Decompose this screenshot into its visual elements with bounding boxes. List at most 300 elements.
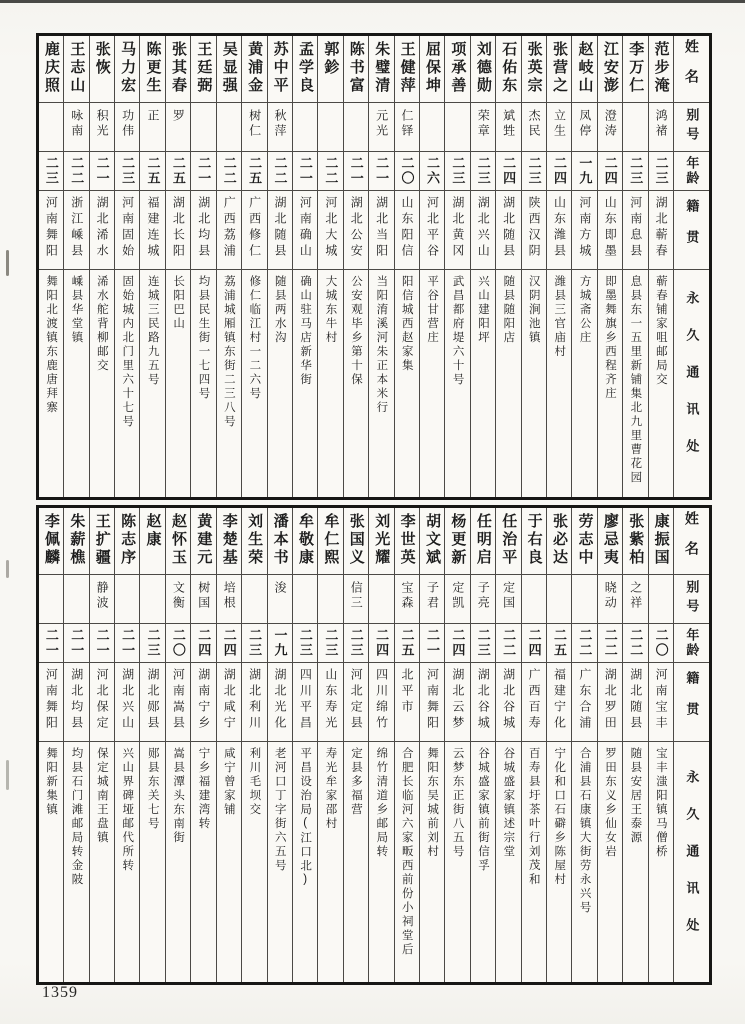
person-age: 二二 [64,152,88,191]
person-origin: 湖南宁乡 [191,663,215,742]
person-origin: 河南固始 [115,191,139,270]
person-origin: 广西百寿 [522,663,546,742]
person-address: 定县多福营 [349,747,362,817]
person-name: 张必达 [547,508,571,575]
person-age: 二一 [293,152,317,191]
person-origin: 湖北当阳 [369,191,393,270]
person-address: 当阳淯溪河朱正本米行 [375,275,388,415]
person-name: 王扩疆 [90,508,114,575]
person-column [420,36,445,497]
person-alias: 仁铎 [395,103,419,152]
person-name: 屈保坤 [420,36,444,103]
person-origin: 河南确山 [293,191,317,270]
person-alias [445,103,469,152]
person-address: 云梦东正街八五号 [451,747,464,859]
person-name: 刘德勋 [471,36,495,103]
person-address: 连城三民路九五号 [146,275,159,387]
person-address: 舞阳新集镇 [45,747,58,817]
person-column [496,36,521,497]
header-alias: 别号 [674,575,709,624]
person-column [191,36,216,497]
person-alias [64,575,88,624]
person-column [395,508,420,982]
person-origin: 陕西汉阴 [522,191,546,270]
person-address: 潍县三官庙村 [553,275,566,359]
person-origin: 河南方城 [572,191,596,270]
person-column [90,508,115,982]
person-address: 随县两水沟 [273,275,286,345]
person-origin: 河南宝丰 [649,663,673,742]
person-age: 二三 [445,152,469,191]
person-column [623,36,648,497]
person-origin: 湖北随县 [496,191,520,270]
person-age: 二三 [293,624,317,663]
person-column [64,36,89,497]
person-name: 石佑东 [496,36,520,103]
person-origin: 湖北兴山 [115,663,139,742]
person-alias: 凤停 [572,103,596,152]
person-column [242,508,267,982]
person-origin: 湖北黄冈 [445,191,469,270]
person-alias [623,103,647,152]
person-age: 二四 [191,624,215,663]
person-name: 于右良 [522,508,546,575]
header-origin: 籍贯 [674,663,709,742]
person-column [344,508,369,982]
person-column [39,36,64,497]
person-origin: 河南舞阳 [420,663,444,742]
person-name: 廖忌夷 [598,508,622,575]
person-address: 随县随阳店 [502,275,515,345]
person-age: 二二 [572,624,596,663]
person-origin: 河北定县 [344,663,368,742]
person-age: 二三 [140,624,164,663]
person-address: 即墨舞旗乡西程齐庄 [604,275,617,401]
person-name: 朱璧清 [369,36,393,103]
person-age: 二〇 [649,624,673,663]
person-address: 合肥长临河六家畈西前份小祠堂后 [400,747,413,957]
page-number: 1359 [42,984,78,1001]
directory-table-top [36,33,712,500]
person-column [649,36,674,497]
person-alias [39,575,63,624]
person-column [90,36,115,497]
person-address: 绵竹清道乡邮局转 [375,747,388,859]
header-address: 永久通讯处 [684,769,700,955]
person-age: 二三 [471,624,495,663]
person-alias [369,575,393,624]
person-name: 陈书富 [344,36,368,103]
person-alias: 立生 [547,103,571,152]
person-name: 赵岐山 [572,36,596,103]
person-name: 杨更新 [445,508,469,575]
person-column [140,508,165,982]
person-alias: 罗 [166,103,190,152]
person-name: 张其春 [166,36,190,103]
person-origin: 湖北云梦 [445,663,469,742]
person-origin: 湖北光化 [268,663,292,742]
person-age: 二〇 [395,152,419,191]
person-address: 嵊县华堂镇 [70,275,83,345]
person-alias [217,103,241,152]
person-age: 二五 [547,624,571,663]
person-age: 二三 [115,152,139,191]
person-name: 张恢 [90,36,114,103]
scan-artifact [6,560,9,578]
person-origin: 浙江嵊县 [64,191,88,270]
person-alias: 鸿禇 [649,103,673,152]
person-origin: 山东寿光 [318,663,342,742]
person-alias [649,575,673,624]
person-alias: 秋萍 [268,103,292,152]
person-name: 马力宏 [115,36,139,103]
person-column [318,36,343,497]
person-column [369,36,394,497]
person-address: 平谷甘营庄 [426,275,439,345]
person-alias: 功伟 [115,103,139,152]
person-address: 寿光牟家邵村 [324,747,337,831]
person-address: 合浦县石康镇大街劳永兴号 [578,747,591,915]
header-column [674,36,709,497]
person-origin: 北平市 [395,663,419,742]
person-origin: 湖北均县 [64,663,88,742]
person-column [268,36,293,497]
person-address: 舞阳东吴城前刘村 [426,747,439,859]
person-name: 项承善 [445,36,469,103]
person-column [39,508,64,982]
person-column [217,508,242,982]
person-column [217,36,242,497]
scan-edge-line [0,0,745,3]
person-address: 固始城内北门里六十七号 [121,275,134,429]
person-name: 黄建元 [191,508,215,575]
person-origin: 湖北长阳 [166,191,190,270]
person-age: 二一 [90,152,114,191]
header-age: 年龄 [674,624,709,663]
person-column [140,36,165,497]
person-alias: 培根 [217,575,241,624]
person-address: 兴山建阳坪 [476,275,489,345]
person-alias: 浚 [268,575,292,624]
person-address: 阳信城西赵家集 [400,275,413,373]
person-alias [522,575,546,624]
person-column [318,508,343,982]
person-column [191,508,216,982]
person-age: 二三 [522,152,546,191]
person-address: 舞阳北渡镇东鹿唐拜寨 [45,275,58,415]
person-column [572,36,597,497]
person-origin: 河北保定 [90,663,114,742]
person-origin: 湖北蕲春 [649,191,673,270]
person-address: 嵩县潭头东南街 [172,747,185,845]
person-alias: 元光 [369,103,393,152]
person-age: 二三 [242,624,266,663]
person-address: 罗田东义乡仙女岩 [604,747,617,859]
person-name: 任明启 [471,508,495,575]
person-age: 一九 [268,624,292,663]
person-address: 谷城盛家镇前街信孚 [476,747,489,873]
person-address: 宁乡福建湾转 [197,747,210,831]
person-alias [140,575,164,624]
person-age: 二五 [166,152,190,191]
person-column [344,36,369,497]
person-alias [318,103,342,152]
person-name: 张紫柏 [623,508,647,575]
person-name: 赵康 [140,508,164,575]
person-alias [293,575,317,624]
person-alias: 之祥 [623,575,647,624]
person-name: 牟敬康 [293,508,317,575]
person-column [522,36,547,497]
person-column [471,508,496,982]
person-address: 公安观毕乡第十保 [349,275,362,387]
person-alias [344,103,368,152]
header-column [674,508,709,982]
person-column [496,508,521,982]
person-column [115,508,140,982]
person-name: 潘本书 [268,508,292,575]
person-alias: 定国 [496,575,520,624]
person-age: 二一 [115,624,139,663]
person-origin: 湖北谷城 [496,663,520,742]
person-origin: 广东合浦 [572,663,596,742]
person-address: 方城斋公庄 [578,275,591,345]
person-name: 李佩麟 [39,508,63,575]
person-name: 张国义 [344,508,368,575]
person-age: 二〇 [166,624,190,663]
person-name: 陈更生 [140,36,164,103]
person-age: 二三 [623,152,647,191]
person-origin: 湖北利川 [242,663,266,742]
person-alias: 咏南 [64,103,88,152]
person-name: 郭鉁 [318,36,342,103]
person-address: 宝丰滍阳镇马僧桥 [654,747,667,859]
person-age: 二二 [217,152,241,191]
person-column [572,508,597,982]
person-origin: 广西修仁 [242,191,266,270]
person-alias [318,575,342,624]
person-origin: 河北大城 [318,191,342,270]
person-age: 二一 [64,624,88,663]
person-column [547,508,572,982]
person-name: 牟仁熙 [318,508,342,575]
person-column [623,508,648,982]
person-address: 均县民生街一七四号 [197,275,210,401]
person-name: 胡文斌 [420,508,444,575]
person-origin: 湖北咸宁 [217,663,241,742]
person-age: 二五 [395,624,419,663]
person-age: 二六 [420,152,444,191]
person-age: 二一 [191,152,215,191]
person-column [293,36,318,497]
person-column [166,36,191,497]
header-address: 永久通讯处 [684,291,700,476]
person-origin: 河北平谷 [420,191,444,270]
person-column [445,36,470,497]
person-name: 劳志中 [572,508,596,575]
person-name: 王志山 [64,36,88,103]
header-age: 年龄 [674,152,709,191]
person-column [268,508,293,982]
person-column [649,508,674,982]
person-address: 咸宁曾家铺 [222,747,235,817]
person-address: 百寿县圩茶叶行刘茂和 [527,747,540,887]
person-alias [191,103,215,152]
person-alias [242,575,266,624]
scan-artifact [6,250,9,276]
person-age: 二一 [420,624,444,663]
person-name: 李楚基 [217,508,241,575]
person-column [293,508,318,982]
person-name: 朱薪樵 [64,508,88,575]
person-column [471,36,496,497]
person-alias: 晓动 [598,575,622,624]
person-column [395,36,420,497]
person-name: 陈志序 [115,508,139,575]
person-column [64,508,89,982]
person-age: 二三 [318,624,342,663]
header-origin: 籍贯 [674,191,709,270]
person-address: 长阳巴山 [172,275,185,331]
person-address: 平昌设治局(江口北) [299,747,312,888]
person-address: 息县东一五里新铺集北九里曹花园 [629,275,642,485]
person-age: 二四 [522,624,546,663]
person-origin: 湖北兴山 [471,191,495,270]
person-age: 二二 [598,624,622,663]
person-name: 刘生荣 [242,508,266,575]
person-name: 江安澎 [598,36,622,103]
person-column [420,508,445,982]
person-origin: 湖北罗田 [598,663,622,742]
header-name: 姓名 [674,36,709,103]
person-alias: 积光 [90,103,114,152]
person-alias: 树仁 [242,103,266,152]
person-origin: 山东即墨 [598,191,622,270]
person-alias: 信三 [344,575,368,624]
person-address: 武昌都府堤六十号 [451,275,464,387]
person-alias: 澄涛 [598,103,622,152]
person-alias: 子亮 [471,575,495,624]
person-name: 任治平 [496,508,520,575]
person-origin: 山东潍县 [547,191,571,270]
person-address: 宁化和口石礔乡陈屋村 [553,747,566,887]
person-alias [293,103,317,152]
person-column [598,508,623,982]
person-address: 大城东牛村 [324,275,337,345]
person-address: 谷城盛家镇述宗堂 [502,747,515,859]
person-origin: 四川平昌 [293,663,317,742]
person-column [166,508,191,982]
person-name: 吴显强 [217,36,241,103]
person-name: 范步淹 [649,36,673,103]
scan-artifact [6,760,9,790]
person-name: 李万仁 [623,36,647,103]
person-origin: 河南舞阳 [39,191,63,270]
person-age: 二四 [217,624,241,663]
person-age: 二五 [242,152,266,191]
person-alias [547,575,571,624]
person-alias: 斌甡 [496,103,520,152]
person-address: 蕲春铺家咀邮局交 [654,275,667,387]
person-column [522,508,547,982]
person-origin: 湖北随县 [268,191,292,270]
person-address: 汉阴涧池镇 [527,275,540,345]
person-origin: 山东阳信 [395,191,419,270]
person-origin: 湖北谷城 [471,663,495,742]
person-origin: 四川绵竹 [369,663,393,742]
person-origin: 河南舞阳 [39,663,63,742]
person-name: 王健萍 [395,36,419,103]
person-age: 二一 [344,152,368,191]
person-age: 一九 [572,152,596,191]
person-name: 鹿庆照 [39,36,63,103]
person-address: 修仁临江村一二六号 [248,275,261,401]
person-name: 张营之 [547,36,571,103]
person-column [547,36,572,497]
person-age: 二二 [318,152,342,191]
person-age: 二五 [140,152,164,191]
person-address: 郧县东关七号 [146,747,159,831]
person-age: 二四 [598,152,622,191]
person-column [445,508,470,982]
person-age: 二四 [496,152,520,191]
person-address: 确山驻马店新华街 [299,275,312,387]
person-age: 二一 [369,152,393,191]
person-address: 均县石门滩邮局转金陂 [70,747,83,887]
person-alias [420,103,444,152]
person-alias [115,575,139,624]
person-column [242,36,267,497]
person-age: 二一 [90,624,114,663]
person-alias: 静波 [90,575,114,624]
person-origin: 湖北均县 [191,191,215,270]
person-age: 二二 [496,624,520,663]
person-age: 二四 [547,152,571,191]
person-alias [39,103,63,152]
person-age: 二三 [344,624,368,663]
directory-table-bottom [36,505,712,985]
person-address: 荔浦城厢镇东街二三八号 [222,275,235,429]
person-address: 保定城南王盘镇 [95,747,108,845]
person-age: 二三 [39,152,63,191]
person-age: 二二 [268,152,292,191]
header-name: 姓名 [674,508,709,575]
person-origin: 河南嵩县 [166,663,190,742]
person-alias: 定凯 [445,575,469,624]
person-alias: 树国 [191,575,215,624]
person-origin: 湖北随县 [623,663,647,742]
person-age: 二四 [445,624,469,663]
person-name: 王廷弼 [191,36,215,103]
person-origin: 河南息县 [623,191,647,270]
person-age: 二二 [623,624,647,663]
person-origin: 湖北郧县 [140,663,164,742]
person-origin: 福建宁化 [547,663,571,742]
person-age: 二一 [39,624,63,663]
person-age: 二三 [649,152,673,191]
person-name: 李世英 [395,508,419,575]
person-name: 苏中平 [268,36,292,103]
person-address: 兴山界碑垭邮代所转 [121,747,134,873]
person-column [115,36,140,497]
person-alias: 子君 [420,575,444,624]
person-column [369,508,394,982]
person-address: 利川毛坝交 [248,747,261,817]
person-address: 随县安居王泰源 [629,747,642,845]
person-name: 康振国 [649,508,673,575]
person-origin: 广西荔浦 [217,191,241,270]
person-name: 黄浦金 [242,36,266,103]
